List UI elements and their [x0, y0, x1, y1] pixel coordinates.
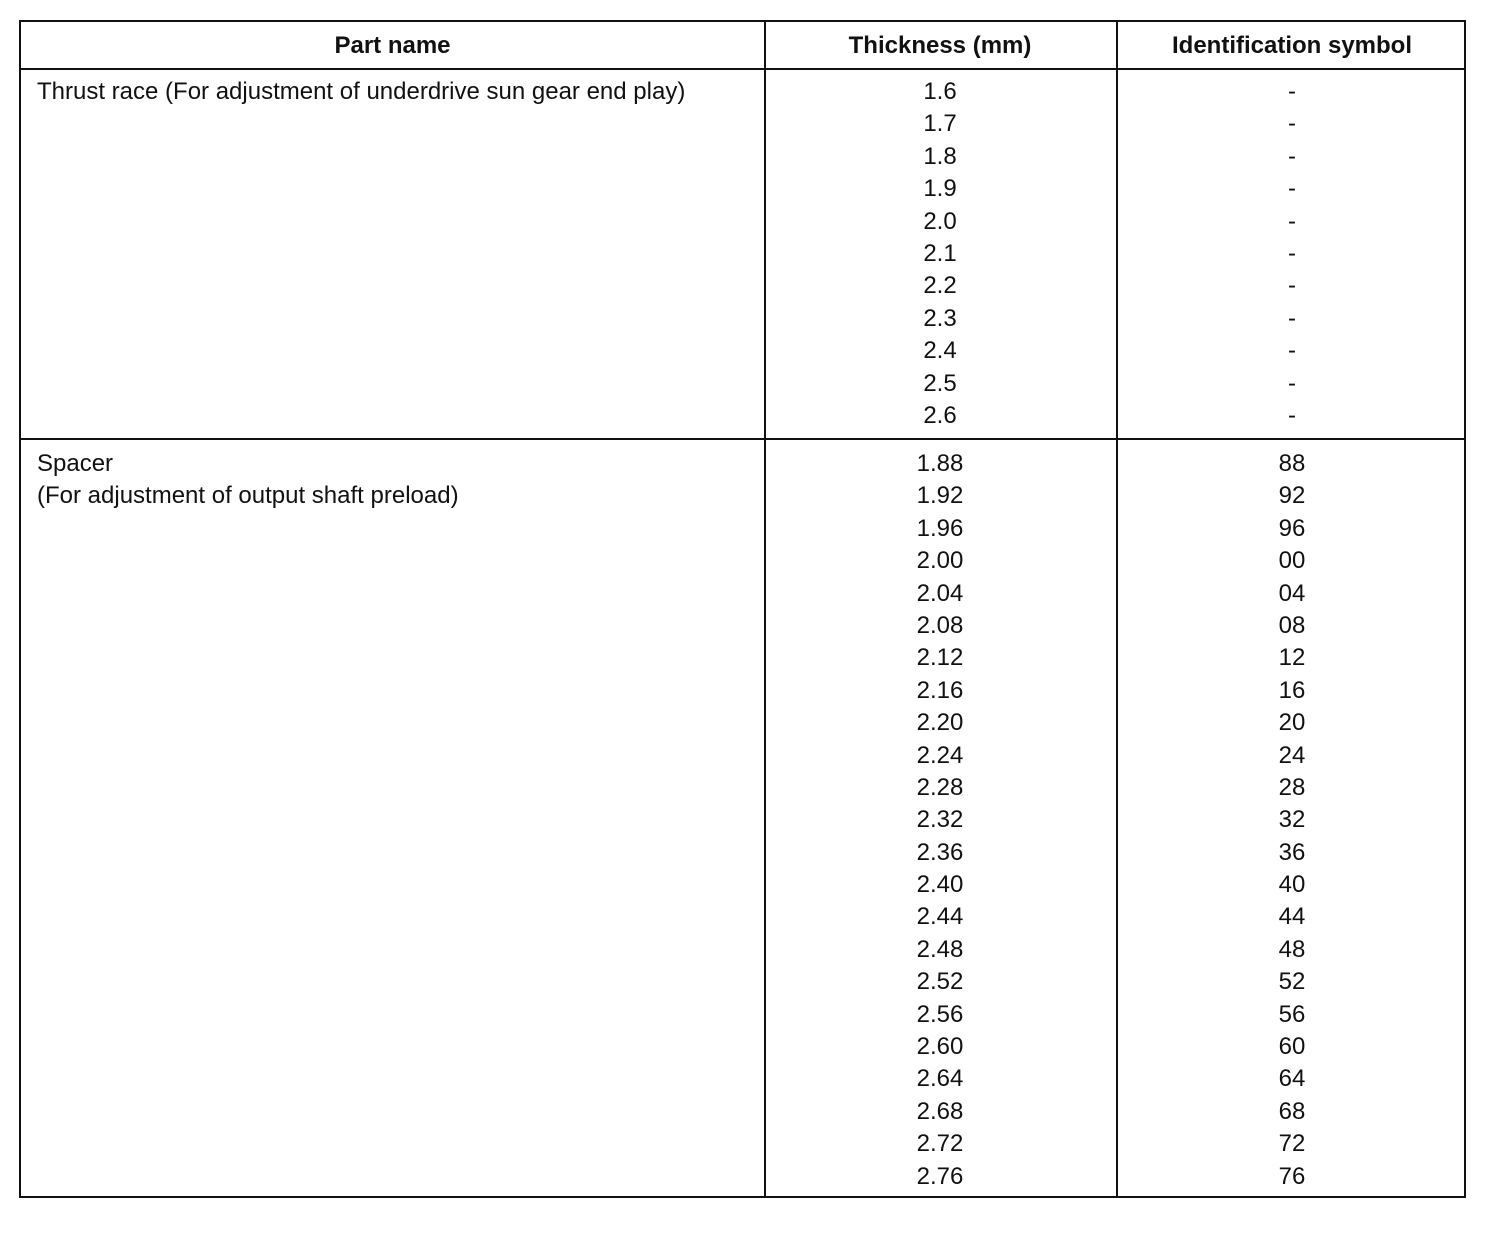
- thickness-value: 2.4: [923, 337, 957, 365]
- identification-symbol-value: 52: [1278, 968, 1306, 996]
- table-row: [21, 442, 1464, 1196]
- header-part-name: Part name: [334, 32, 451, 59]
- thickness-value: 2.52: [916, 968, 964, 996]
- identification-symbol-value: 76: [1278, 1162, 1306, 1190]
- identification-symbol-value: 36: [1278, 838, 1306, 866]
- identification-symbol-value: -: [1288, 78, 1296, 105]
- identification-symbol-value: 64: [1278, 1065, 1306, 1093]
- identification-symbol-value: 88: [1278, 450, 1306, 477]
- thickness-value: 2.5: [923, 369, 957, 397]
- identification-symbol-value: -: [1288, 142, 1296, 170]
- header-thickness: Thickness (mm): [848, 32, 1032, 59]
- thickness-value: 2.0: [923, 207, 957, 235]
- identification-symbol-value: -: [1288, 304, 1296, 332]
- thickness-value: 2.08: [916, 611, 964, 639]
- identification-symbol-value: 68: [1278, 1097, 1306, 1125]
- thickness-value: 2.00: [916, 547, 964, 575]
- table-row: [21, 72, 1464, 438]
- identification-symbol-value: -: [1288, 337, 1296, 365]
- identification-symbol-value: -: [1288, 272, 1296, 300]
- header-identification-symbol: Identification symbol: [1171, 32, 1413, 59]
- identification-symbol-value: -: [1288, 110, 1296, 138]
- thickness-value: 1.7: [923, 110, 957, 138]
- parts-table: [19, 20, 1466, 1198]
- identification-symbol-value: 92: [1278, 482, 1306, 510]
- part-name-cell: Thrust race (For adjustment of underdrive sun gear end play): [37, 78, 686, 105]
- thickness-value: 2.32: [916, 806, 964, 834]
- thickness-value: 2.72: [916, 1130, 964, 1158]
- thickness-value: 1.92: [916, 482, 964, 510]
- thickness-value: 2.68: [916, 1097, 964, 1125]
- part-name-cell-note: (For adjustment of output shaft preload): [37, 482, 459, 509]
- identification-symbol-value: 48: [1278, 935, 1306, 963]
- thickness-value: 1.88: [916, 450, 964, 477]
- thickness-value: 2.36: [916, 838, 964, 866]
- identification-symbol-value: -: [1288, 369, 1296, 397]
- identification-symbol-value: -: [1288, 401, 1296, 429]
- thickness-value: 2.20: [916, 709, 964, 737]
- thickness-value: 2.28: [916, 773, 964, 801]
- identification-symbol-value: -: [1288, 239, 1296, 267]
- thickness-value: 2.24: [916, 741, 964, 769]
- identification-symbol-value: 04: [1278, 579, 1306, 607]
- identification-symbol-value: 56: [1278, 1000, 1306, 1028]
- row-divider: [21, 438, 1464, 440]
- identification-symbol-value: 40: [1278, 871, 1306, 899]
- identification-symbol-value: 24: [1278, 741, 1306, 769]
- thickness-value: 1.9: [923, 175, 957, 203]
- thickness-value: 2.76: [916, 1162, 964, 1190]
- thickness-value: 2.12: [916, 644, 964, 672]
- thickness-value: 2.44: [916, 903, 964, 931]
- thickness-cell: [764, 448, 1116, 1193]
- identification-symbol-value: 20: [1278, 709, 1306, 737]
- thickness-value: 2.2: [923, 272, 957, 300]
- identification-symbol-value: 00: [1278, 547, 1306, 575]
- thickness-value: 2.60: [916, 1033, 964, 1061]
- thickness-value: 2.56: [916, 1000, 964, 1028]
- thickness-value: 2.1: [923, 239, 957, 267]
- identification-symbol-value: 32: [1278, 806, 1306, 834]
- identification-symbol-value: 60: [1278, 1033, 1306, 1061]
- thickness-value: 2.48: [916, 935, 964, 963]
- identification-symbol-value: -: [1288, 207, 1296, 235]
- identification-symbol-value: 12: [1278, 644, 1306, 672]
- thickness-value: 2.40: [916, 871, 964, 899]
- identification-symbol-value: 28: [1278, 773, 1306, 801]
- thickness-value: 1.96: [916, 514, 964, 542]
- thickness-value: 2.6: [923, 401, 957, 429]
- identification-symbol-value: -: [1288, 175, 1296, 203]
- thickness-value: 2.3: [923, 304, 957, 332]
- thickness-value: 2.04: [916, 579, 964, 607]
- part-name-cell: Spacer: [37, 450, 114, 477]
- thickness-value: 1.8: [923, 142, 957, 170]
- thickness-value: 2.64: [916, 1065, 964, 1093]
- thickness-cell: [764, 76, 1116, 432]
- identification-symbol-value: 72: [1278, 1130, 1306, 1158]
- thickness-value: 2.16: [916, 676, 964, 704]
- identification-symbol-value: 44: [1278, 903, 1306, 931]
- identification-symbol-value: 16: [1278, 676, 1306, 704]
- thickness-value: 1.6: [923, 78, 957, 105]
- identification-cell: [1116, 76, 1468, 432]
- identification-cell: [1116, 448, 1468, 1193]
- identification-symbol-value: 08: [1278, 611, 1306, 639]
- identification-symbol-value: 96: [1278, 514, 1306, 542]
